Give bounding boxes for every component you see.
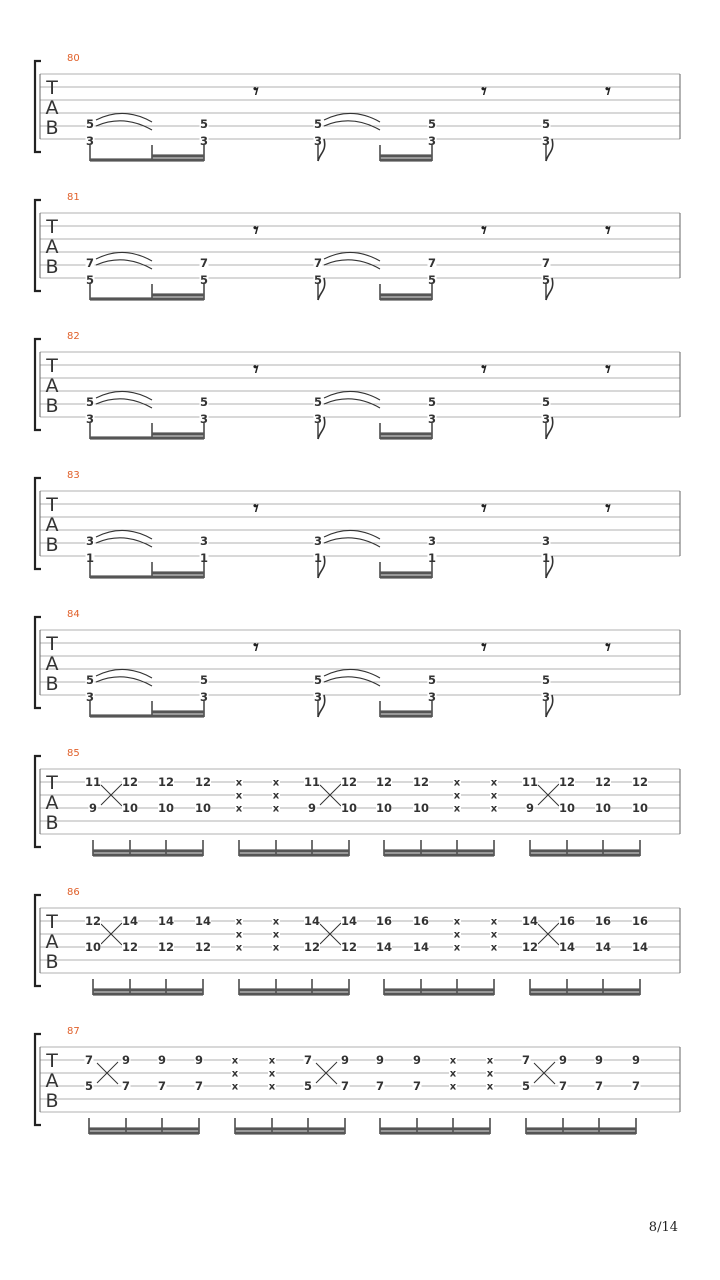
fret-number: 14 xyxy=(631,940,649,954)
beam xyxy=(239,992,349,995)
fret-number: 5 xyxy=(85,673,95,687)
fret-number: 5 xyxy=(427,395,437,409)
beam xyxy=(384,992,494,995)
measure-number: 87 xyxy=(67,1026,80,1037)
tab-clef-letter: A xyxy=(45,931,59,953)
dead-note: x xyxy=(235,916,243,928)
beam xyxy=(380,297,432,300)
tab-clef-letter: B xyxy=(45,673,59,695)
dead-note: x xyxy=(453,803,461,815)
fret-number: 12 xyxy=(157,940,175,954)
tab-clef-letter: A xyxy=(45,792,59,814)
dead-note: x xyxy=(272,777,280,789)
fret-number: 11 xyxy=(84,775,102,789)
fret-number: 5 xyxy=(541,273,551,287)
fret-number: 7 xyxy=(631,1079,641,1093)
fret-number: 3 xyxy=(85,690,95,704)
fret-number: 5 xyxy=(313,673,323,687)
fret-number: 3 xyxy=(541,134,551,148)
fret-number: 5 xyxy=(199,673,209,687)
tab-clef-letter: T xyxy=(46,355,58,377)
fret-number: 3 xyxy=(199,690,209,704)
fret-number: 9 xyxy=(631,1053,641,1067)
fret-number: 3 xyxy=(427,412,437,426)
slide-line xyxy=(538,784,559,805)
fret-number: 12 xyxy=(375,775,393,789)
fret-number: 7 xyxy=(121,1079,131,1093)
fret-number: 7 xyxy=(594,1079,604,1093)
dead-note: x xyxy=(272,929,280,941)
beam xyxy=(380,710,432,713)
eighth-rest: 𝄾 xyxy=(481,79,487,103)
slide-line xyxy=(97,1063,118,1084)
tab-clef-letter: A xyxy=(45,375,59,397)
fret-number: 12 xyxy=(631,775,649,789)
slide-line xyxy=(320,924,341,945)
measure-number: 85 xyxy=(67,748,80,759)
fret-number: 7 xyxy=(375,1079,385,1093)
dead-note: x xyxy=(453,929,461,941)
tab-clef-letter: B xyxy=(45,534,59,556)
fret-number: 14 xyxy=(157,914,175,928)
beam xyxy=(239,853,349,856)
fret-number: 9 xyxy=(307,801,317,815)
beam xyxy=(93,988,203,991)
fret-number: 3 xyxy=(199,134,209,148)
fret-number: 16 xyxy=(412,914,430,928)
dead-note: x xyxy=(490,777,498,789)
eighth-rest: 𝄾 xyxy=(605,79,611,103)
beam xyxy=(235,1131,345,1134)
slide-line xyxy=(538,923,559,944)
fret-number: 16 xyxy=(558,914,576,928)
fret-number: 5 xyxy=(427,673,437,687)
fret-number: 5 xyxy=(199,395,209,409)
fret-number: 12 xyxy=(412,775,430,789)
eighth-rest: 𝄾 xyxy=(253,496,259,520)
beam xyxy=(530,988,640,991)
measure-number: 80 xyxy=(67,53,80,64)
fret-number: 3 xyxy=(199,534,209,548)
fret-number: 12 xyxy=(340,775,358,789)
beam xyxy=(380,293,432,296)
fret-number: 10 xyxy=(194,801,212,815)
fret-number: 7 xyxy=(199,256,209,270)
fret-number: 1 xyxy=(313,551,323,565)
fret-number: 9 xyxy=(157,1053,167,1067)
fret-number: 3 xyxy=(85,534,95,548)
fret-number: 11 xyxy=(521,775,539,789)
fret-number: 14 xyxy=(375,940,393,954)
fret-number: 14 xyxy=(558,940,576,954)
fret-number: 14 xyxy=(303,914,321,928)
fret-number: 12 xyxy=(157,775,175,789)
fret-number: 7 xyxy=(427,256,437,270)
tab-system-87 xyxy=(35,1026,680,1135)
tab-clef-letter: A xyxy=(45,514,59,536)
fret-number: 1 xyxy=(541,551,551,565)
fret-number: 12 xyxy=(121,775,139,789)
eighth-rest: 𝄾 xyxy=(481,357,487,381)
beam xyxy=(90,158,204,161)
dead-note: x xyxy=(453,916,461,928)
tie-arc xyxy=(96,399,152,408)
fret-number: 9 xyxy=(558,1053,568,1067)
slide-line xyxy=(320,785,341,806)
fret-number: 12 xyxy=(594,775,612,789)
beam xyxy=(239,988,349,991)
fret-number: 10 xyxy=(375,801,393,815)
fret-number: 16 xyxy=(375,914,393,928)
tab-clef-letter: B xyxy=(45,256,59,278)
beam xyxy=(89,1127,199,1130)
beam xyxy=(235,1127,345,1130)
eighth-rest: 𝄾 xyxy=(481,218,487,242)
beam xyxy=(380,432,432,435)
fret-number: 5 xyxy=(84,1079,94,1093)
fret-number: 5 xyxy=(313,395,323,409)
eighth-rest: 𝄾 xyxy=(605,496,611,520)
dead-note: x xyxy=(235,777,243,789)
fret-number: 9 xyxy=(88,801,98,815)
eighth-rest: 𝄾 xyxy=(253,357,259,381)
fret-number: 14 xyxy=(340,914,358,928)
dead-note: x xyxy=(490,803,498,815)
beam xyxy=(93,853,203,856)
slide-line xyxy=(101,784,122,805)
tab-system-85 xyxy=(35,748,680,857)
tab-clef-letter: B xyxy=(45,395,59,417)
beam xyxy=(530,992,640,995)
fret-number: 3 xyxy=(313,412,323,426)
fret-number: 3 xyxy=(313,134,323,148)
fret-number: 3 xyxy=(427,134,437,148)
dead-note: x xyxy=(272,803,280,815)
fret-number: 7 xyxy=(340,1079,350,1093)
beam xyxy=(152,571,204,574)
fret-number: 16 xyxy=(631,914,649,928)
fret-number: 10 xyxy=(631,801,649,815)
fret-number: 10 xyxy=(84,940,102,954)
tie-arc xyxy=(324,399,380,408)
fret-number: 7 xyxy=(157,1079,167,1093)
dead-note: x xyxy=(490,942,498,954)
fret-number: 7 xyxy=(303,1053,313,1067)
fret-number: 14 xyxy=(521,914,539,928)
slide-line xyxy=(316,1062,337,1083)
fret-number: 7 xyxy=(558,1079,568,1093)
slide-line xyxy=(101,924,122,945)
fret-number: 9 xyxy=(375,1053,385,1067)
fret-number: 5 xyxy=(521,1079,531,1093)
eighth-rest: 𝄾 xyxy=(481,635,487,659)
fret-number: 5 xyxy=(199,273,209,287)
fret-number: 5 xyxy=(85,395,95,409)
measure-number: 81 xyxy=(67,192,80,203)
tie-arc xyxy=(324,538,380,547)
fret-number: 7 xyxy=(521,1053,531,1067)
tie-arc xyxy=(96,121,152,130)
dead-note: x xyxy=(490,916,498,928)
fret-number: 5 xyxy=(313,273,323,287)
fret-number: 5 xyxy=(541,673,551,687)
fret-number: 5 xyxy=(85,273,95,287)
fret-number: 9 xyxy=(525,801,535,815)
fret-number: 11 xyxy=(303,775,321,789)
fret-number: 5 xyxy=(85,117,95,131)
dead-note: x xyxy=(449,1055,457,1067)
beam xyxy=(380,158,432,161)
fret-number: 16 xyxy=(594,914,612,928)
tab-clef-letter: B xyxy=(45,1090,59,1112)
beam xyxy=(90,714,204,717)
slide-line xyxy=(320,923,341,944)
fret-number: 3 xyxy=(313,534,323,548)
dead-note: x xyxy=(231,1055,239,1067)
fret-number: 10 xyxy=(558,801,576,815)
tab-system-81 xyxy=(35,192,680,301)
dead-note: x xyxy=(453,942,461,954)
fret-number: 3 xyxy=(199,412,209,426)
dead-note: x xyxy=(235,942,243,954)
tie-arc xyxy=(96,677,152,686)
tie-arc xyxy=(324,121,380,130)
tie-arc xyxy=(96,538,152,547)
tie-arc xyxy=(96,260,152,269)
fret-number: 10 xyxy=(157,801,175,815)
dead-note: x xyxy=(486,1068,494,1080)
fret-number: 12 xyxy=(558,775,576,789)
fret-number: 3 xyxy=(541,412,551,426)
slide-line xyxy=(538,924,559,945)
beam xyxy=(380,714,432,717)
measure-number: 84 xyxy=(67,609,80,620)
fret-number: 1 xyxy=(199,551,209,565)
fret-number: 3 xyxy=(541,690,551,704)
dead-note: x xyxy=(490,790,498,802)
fret-number: 7 xyxy=(412,1079,422,1093)
beam xyxy=(152,432,204,435)
dead-note: x xyxy=(235,790,243,802)
beam xyxy=(89,1131,199,1134)
tab-clef-letter: T xyxy=(46,77,58,99)
fret-number: 9 xyxy=(594,1053,604,1067)
dead-note: x xyxy=(453,777,461,789)
fret-number: 12 xyxy=(84,914,102,928)
fret-number: 10 xyxy=(594,801,612,815)
fret-number: 9 xyxy=(340,1053,350,1067)
fret-number: 9 xyxy=(412,1053,422,1067)
tab-clef-letter: A xyxy=(45,97,59,119)
tab-system-86 xyxy=(35,887,680,996)
dead-note: x xyxy=(490,929,498,941)
beam xyxy=(239,849,349,852)
tab-system-80 xyxy=(35,53,680,162)
beam xyxy=(384,988,494,991)
beam xyxy=(380,1127,490,1130)
dead-note: x xyxy=(231,1081,239,1093)
beam xyxy=(93,849,203,852)
fret-number: 3 xyxy=(85,134,95,148)
tab-clef-letter: T xyxy=(46,911,58,933)
fret-number: 12 xyxy=(194,775,212,789)
tab-clef-letter: T xyxy=(46,494,58,516)
fret-number: 5 xyxy=(541,117,551,131)
tab-clef-letter: B xyxy=(45,117,59,139)
tab-clef-letter: T xyxy=(46,772,58,794)
fret-number: 9 xyxy=(121,1053,131,1067)
beam xyxy=(380,575,432,578)
beam xyxy=(152,154,204,157)
tie-arc xyxy=(324,260,380,269)
beam xyxy=(93,992,203,995)
dead-note: x xyxy=(453,790,461,802)
fret-number: 12 xyxy=(340,940,358,954)
eighth-rest: 𝄾 xyxy=(605,218,611,242)
beam xyxy=(384,853,494,856)
fret-number: 10 xyxy=(121,801,139,815)
fret-number: 7 xyxy=(84,1053,94,1067)
beam xyxy=(152,293,204,296)
fret-number: 14 xyxy=(412,940,430,954)
fret-number: 5 xyxy=(427,273,437,287)
slide-line xyxy=(101,785,122,806)
tab-clef-letter: T xyxy=(46,633,58,655)
beam xyxy=(526,1127,636,1130)
beam xyxy=(380,571,432,574)
beam xyxy=(380,1131,490,1134)
fret-number: 5 xyxy=(199,117,209,131)
eighth-rest: 𝄾 xyxy=(605,357,611,381)
fret-number: 14 xyxy=(194,914,212,928)
dead-note: x xyxy=(486,1081,494,1093)
page-number: 8/14 xyxy=(648,1220,678,1235)
dead-note: x xyxy=(268,1055,276,1067)
tab-clef-letter: T xyxy=(46,216,58,238)
dead-note: x xyxy=(272,916,280,928)
dead-note: x xyxy=(449,1068,457,1080)
fret-number: 3 xyxy=(427,534,437,548)
eighth-rest: 𝄾 xyxy=(253,79,259,103)
tie-arc xyxy=(324,677,380,686)
dead-note: x xyxy=(268,1081,276,1093)
slide-line xyxy=(534,1063,555,1084)
dead-note: x xyxy=(272,790,280,802)
dead-note: x xyxy=(231,1068,239,1080)
beam xyxy=(530,853,640,856)
fret-number: 14 xyxy=(121,914,139,928)
beam xyxy=(90,575,204,578)
measure-number: 83 xyxy=(67,470,80,481)
slide-line xyxy=(97,1062,118,1083)
eighth-rest: 𝄾 xyxy=(481,496,487,520)
fret-number: 5 xyxy=(303,1079,313,1093)
beam xyxy=(384,849,494,852)
fret-number: 3 xyxy=(313,690,323,704)
beam xyxy=(530,849,640,852)
fret-number: 12 xyxy=(303,940,321,954)
tab-clef-letter: B xyxy=(45,951,59,973)
fret-number: 5 xyxy=(313,117,323,131)
fret-number: 14 xyxy=(594,940,612,954)
measure-number: 82 xyxy=(67,331,80,342)
measure-number: 86 xyxy=(67,887,80,898)
slide-line xyxy=(538,785,559,806)
fret-number: 5 xyxy=(427,117,437,131)
tab-system-83 xyxy=(35,470,680,579)
beam xyxy=(152,710,204,713)
tab-clef-letter: A xyxy=(45,653,59,675)
fret-number: 12 xyxy=(121,940,139,954)
slide-line xyxy=(101,923,122,944)
slide-line xyxy=(320,784,341,805)
dead-note: x xyxy=(486,1055,494,1067)
fret-number: 3 xyxy=(85,412,95,426)
slide-line xyxy=(534,1062,555,1083)
eighth-rest: 𝄾 xyxy=(253,635,259,659)
dead-note: x xyxy=(272,942,280,954)
fret-number: 10 xyxy=(412,801,430,815)
tab-system-84 xyxy=(35,609,680,718)
fret-number: 7 xyxy=(541,256,551,270)
dead-note: x xyxy=(235,929,243,941)
tab-clef-letter: B xyxy=(45,812,59,834)
dead-note: x xyxy=(268,1068,276,1080)
tab-clef-letter: A xyxy=(45,236,59,258)
fret-number: 1 xyxy=(85,551,95,565)
dead-note: x xyxy=(449,1081,457,1093)
tab-clef-letter: A xyxy=(45,1070,59,1092)
beam xyxy=(380,154,432,157)
fret-number: 3 xyxy=(541,534,551,548)
beam xyxy=(90,436,204,439)
slide-line xyxy=(316,1063,337,1084)
fret-number: 7 xyxy=(194,1079,204,1093)
tab-clef-letter: T xyxy=(46,1050,58,1072)
fret-number: 12 xyxy=(521,940,539,954)
tab-system-82 xyxy=(35,331,680,440)
beam xyxy=(90,297,204,300)
beam xyxy=(380,436,432,439)
fret-number: 3 xyxy=(427,690,437,704)
dead-note: x xyxy=(235,803,243,815)
fret-number: 12 xyxy=(194,940,212,954)
beam xyxy=(526,1131,636,1134)
fret-number: 5 xyxy=(541,395,551,409)
eighth-rest: 𝄾 xyxy=(253,218,259,242)
eighth-rest: 𝄾 xyxy=(605,635,611,659)
fret-number: 7 xyxy=(85,256,95,270)
fret-number: 9 xyxy=(194,1053,204,1067)
fret-number: 7 xyxy=(313,256,323,270)
fret-number: 10 xyxy=(340,801,358,815)
fret-number: 1 xyxy=(427,551,437,565)
